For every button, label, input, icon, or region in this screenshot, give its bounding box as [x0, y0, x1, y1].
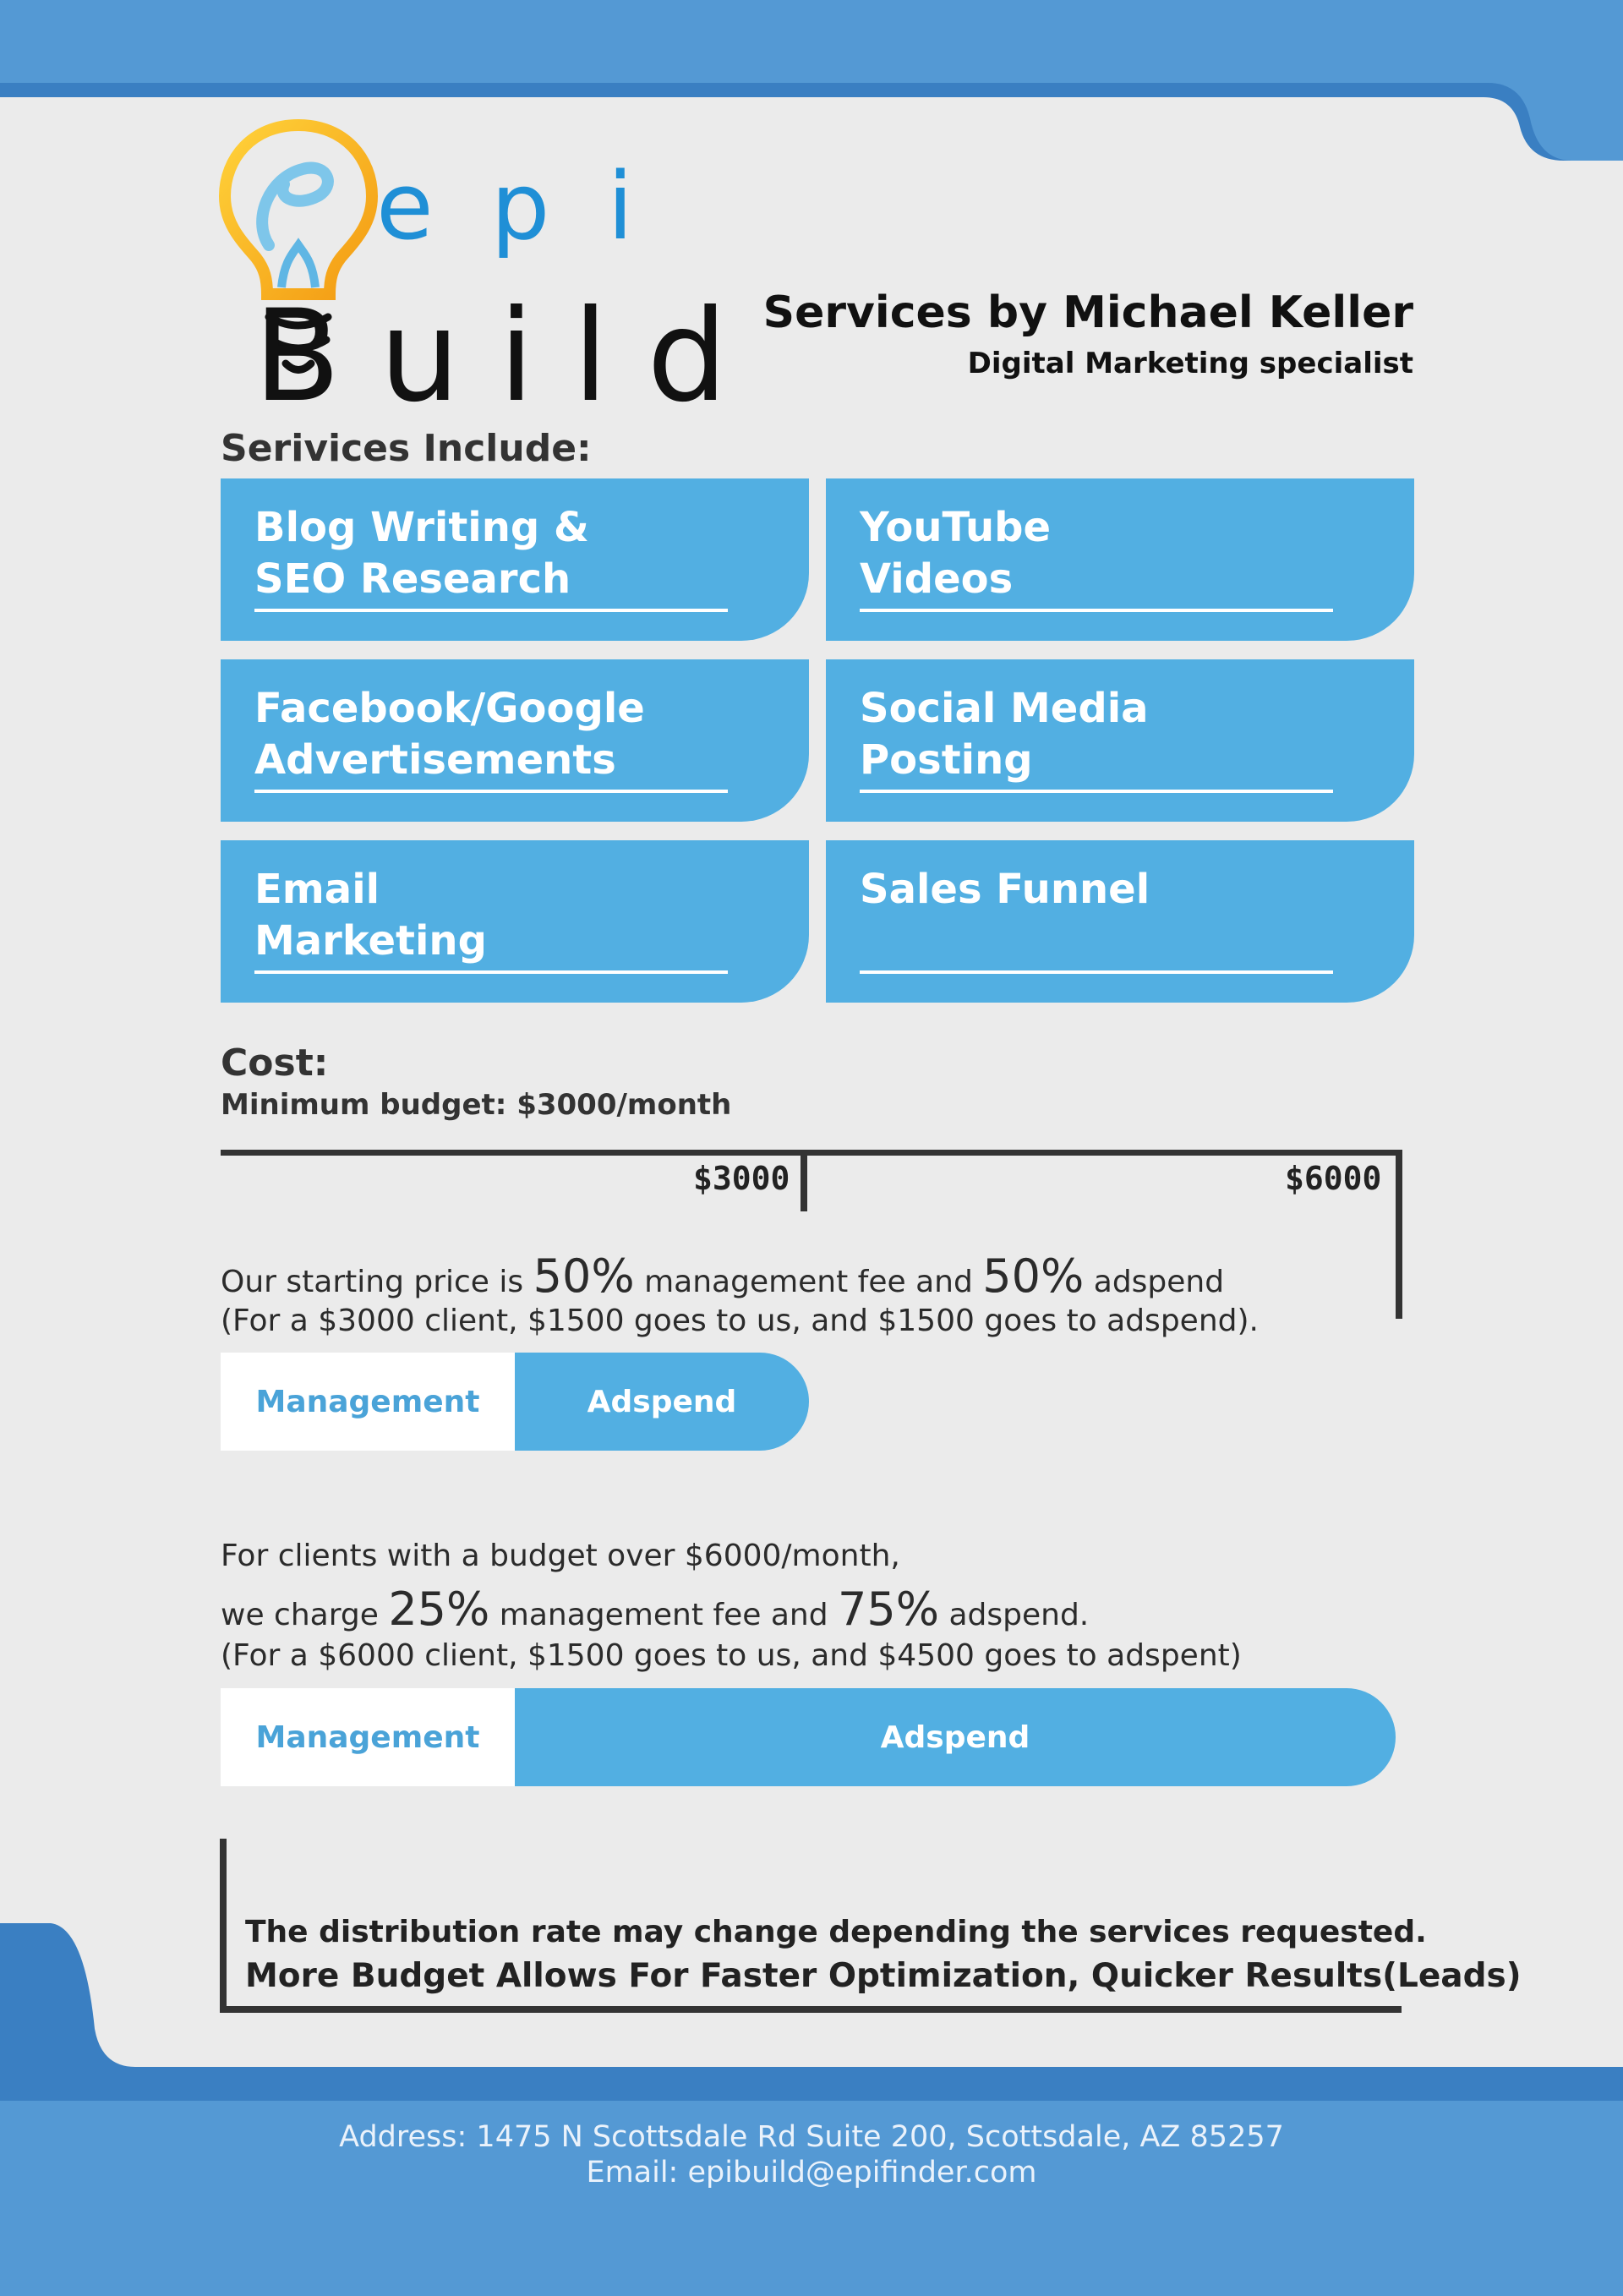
service-card-blog: [221, 478, 809, 641]
service-card-social: [826, 659, 1414, 822]
tier1-description: [221, 1249, 1224, 1303]
tier2-adspend-percent: 75%: [838, 1583, 940, 1636]
service-label-line1: Social Media: [860, 685, 1149, 732]
tier2-line1: For clients with a budget over $6000/month,: [221, 1539, 900, 1573]
service-label-line2: Advertisements: [254, 736, 616, 784]
tier2-example: (For a $6000 client, $1500 goes to us, and $4500 goes to adspent): [221, 1638, 1242, 1673]
logo-top-text: epi: [376, 152, 691, 260]
service-label-line1: YouTube: [860, 504, 1052, 551]
distribution-note: The distribution rate may change depending the services requested.: [245, 1915, 1427, 1949]
footer-email: Email: epibuild@epifinder.com: [586, 2156, 1037, 2189]
service-underline: [254, 790, 728, 793]
scale-label-3000: $3000: [693, 1160, 790, 1197]
service-label-line2: Videos: [860, 555, 1014, 603]
adspend-segment: Adspend: [587, 1384, 737, 1419]
service-card-youtube: [826, 478, 1414, 641]
service-label-line2: Marketing: [254, 917, 487, 965]
tier2-text-pre: we charge: [221, 1598, 389, 1632]
budget-note: More Budget Allows For Faster Optimization, Quicker Results(Leads): [245, 1957, 1522, 1995]
minimum-budget: Minimum budget: $3000/month: [221, 1088, 732, 1122]
service-underline: [254, 609, 728, 612]
service-label-line1: Sales Funnel: [860, 866, 1150, 913]
service-underline: [860, 790, 1333, 793]
tier1-split-bar: [221, 1353, 809, 1451]
tier1-management-percent: 50%: [533, 1249, 635, 1303]
tier1-text-post: adspend: [1084, 1265, 1225, 1299]
page-subtitle: Digital Marketing specialist: [967, 347, 1413, 380]
tier2-split-bar: [221, 1688, 1396, 1786]
service-card-funnel: [826, 840, 1414, 1003]
service-label-line2: Posting: [860, 736, 1033, 784]
tier2-text-post: adspend.: [939, 1598, 1090, 1632]
tier1-adspend-percent: 50%: [982, 1249, 1085, 1303]
service-underline: [860, 970, 1333, 974]
cost-heading: Cost:: [221, 1041, 329, 1085]
service-label-line1: Blog Writing &: [254, 504, 589, 551]
services-heading: Serivices Include:: [221, 427, 592, 470]
tier2-text-mid: management fee and: [489, 1598, 838, 1632]
management-segment: Management: [221, 1688, 515, 1786]
service-card-ads: [221, 659, 809, 822]
scale-label-6000: $6000: [1285, 1160, 1382, 1197]
logo-bottom-text: Build: [254, 283, 767, 430]
tier1-example: (For a $3000 client, $1500 goes to us, and $1500 goes to adspend).: [221, 1304, 1259, 1338]
tier1-text-mid: management fee and: [634, 1265, 983, 1299]
adspend-segment: Adspend: [880, 1719, 1030, 1755]
footer-address: Address: 1475 N Scottsdale Rd Suite 200, Scottsdale, AZ 85257: [339, 2120, 1284, 2154]
tier2-management-percent: 25%: [388, 1583, 490, 1636]
service-label-line2: SEO Research: [254, 555, 571, 603]
tier2-description: [221, 1583, 1089, 1636]
service-underline: [254, 970, 728, 974]
service-card-email: [221, 840, 809, 1003]
tier1-text-pre: Our starting price is: [221, 1265, 533, 1299]
management-segment: Management: [221, 1353, 515, 1451]
service-label-line1: Facebook/Google: [254, 685, 645, 732]
service-underline: [860, 609, 1333, 612]
service-label-line1: Email: [254, 866, 380, 913]
page-title: Services by Michael Keller: [762, 287, 1413, 338]
